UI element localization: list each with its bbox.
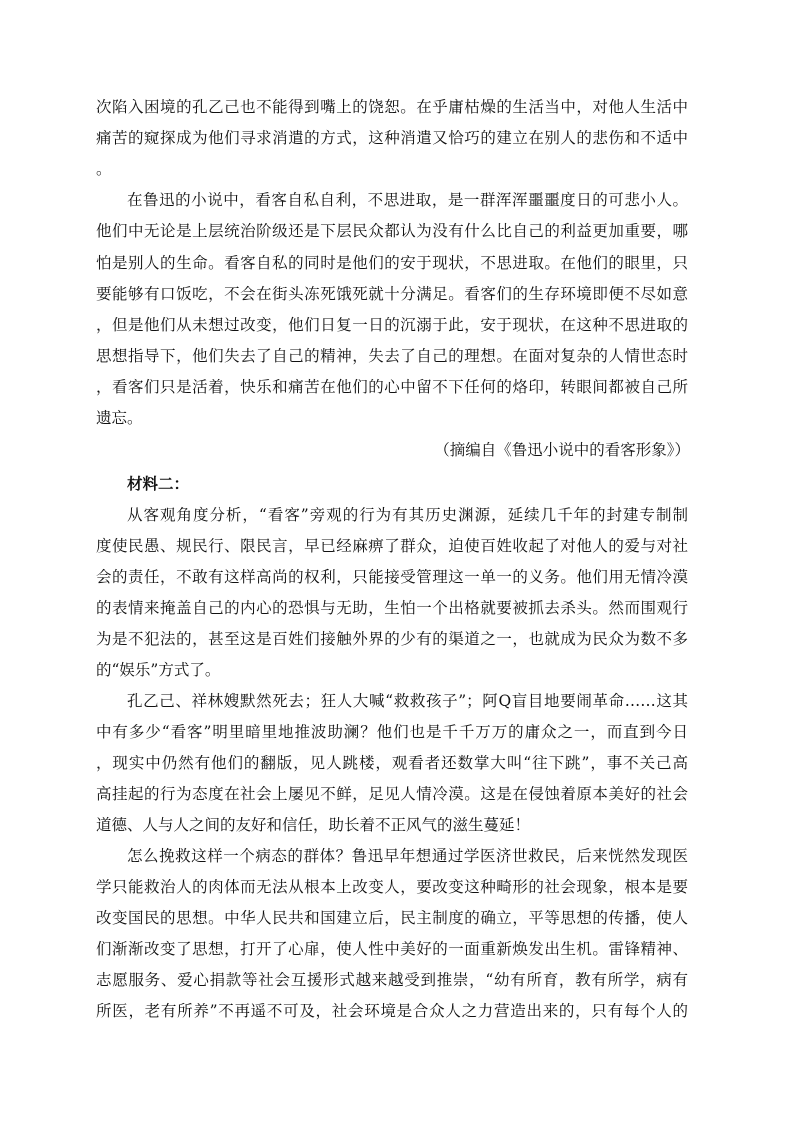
text-line: 遗忘。 [96, 409, 143, 427]
text-line: 在鲁迅的小说中，看客自私自利，不思进取，是一群浑浑噩噩度日的可悲小人。 [127, 191, 688, 209]
source-citation: （摘编自《鲁迅小说中的看客形象》） [434, 441, 690, 459]
text-line: ，现实中仍然有他们的翻版，见人跳楼，观看者还数掌大叫“往下跳”，事不关己高 [96, 754, 688, 772]
text-line: 的表情来掩盖自己的内心的恐惧与无助，生怕一个出格就要被抓去杀头。然而围观行 [96, 599, 688, 617]
text-line: 怕是别人的生命。看客自私的同时是他们的安于现状，不思进取。在他们的眼里，只 [96, 254, 688, 272]
text-line: 志愿服务、爱心捐款等社会互援形式越来越受到推崇，“幼有所育，教有所学，病有 [96, 971, 688, 989]
text-line: 次陷入困境的孔乙己也不能得到嘴上的饶恕。在乎庸枯燥的生活当中，对他人生活中 [96, 98, 688, 116]
text-line: ，看客们只是活着，快乐和痛苦在他们的心中留不下任何的烙印，转眼间都被自己所 [96, 378, 688, 396]
text-line: 要能够有口饭吃，不会在街头冻死饿死就十分满足。看客们的生存环境即便不尽如意 [96, 285, 688, 303]
section-heading: 材料二： [127, 474, 190, 493]
text-line: 高挂起的行为态度在社会上屡见不鲜，足见人情冷漠。这是在侵蚀着原本美好的社会 [96, 785, 688, 803]
text-line: 会的责任，不敢有这样高尚的权利，只能接受管理这一单一的义务。他们用无情冷漠 [96, 568, 688, 586]
text-line: 改变国民的思想。中华人民共和国建立后，民主制度的确立，平等思想的传播，使人 [96, 909, 688, 927]
text-line: 所医，老有所养”不再遥不可及，社会环境是合众人之力营造出来的，只有每个人的 [96, 1002, 688, 1020]
text-line: 学只能救治人的肉体而无法从根本上改变人，要改变这种畸形的社会现象，根本是要 [96, 878, 688, 896]
text-line: 度使民愚、规民行、限民言，早已经麻痹了群众，迫使百姓收起了对他人的爱与对社 [96, 537, 688, 555]
text-line: ，但是他们从未想过改变，他们日复一日的沉溺于此，安于现状，在这种不思进取的 [96, 316, 688, 334]
text-line: 他们中无论是上层统治阶级还是下层民众都认为没有什么比自己的利益更加重要，哪 [96, 222, 688, 240]
text-line: 为是不犯法的，甚至这是百姓们接触外界的少有的渠道之一，也就成为民众为数不多 [96, 630, 688, 648]
text-line: 孔乙己、祥林嫂默然死去；狂人大喊“救救孩子”；阿Q盲目地要闹革命……这其 [127, 692, 688, 710]
text-line: 思想指导下，他们失去了自己的精神，失去了自己的理想。在面对复杂的人情世态时 [96, 347, 688, 365]
text-line: 从客观角度分析，“看客”旁观的行为有其历史渊源，延续几千年的封建专制制 [127, 506, 688, 524]
text-line: 们渐渐改变了思想，打开了心扉，使人性中美好的一面重新焕发出生机。雷锋精神、 [96, 940, 688, 958]
text-line: 怎么挽救这样一个病态的群体？鲁迅早年想通过学医济世救民，后来恍然发现医 [127, 847, 688, 865]
text-line: 的“娱乐”方式了。 [96, 661, 221, 679]
text-line: 痛苦的窥探成为他们寻求消遣的方式，这种消遣又恰巧的建立在别人的悲伤和不适中 [96, 129, 688, 147]
text-line: 。 [96, 160, 112, 178]
text-line: 道德、人与人之间的友好和信任，助长着不正风气的滋生蔓延！ [96, 816, 531, 834]
text-line: 中有多少“看客”明里暗里地推波助澜？他们也是千千万万的庸众之一，而直到今日 [96, 723, 688, 741]
